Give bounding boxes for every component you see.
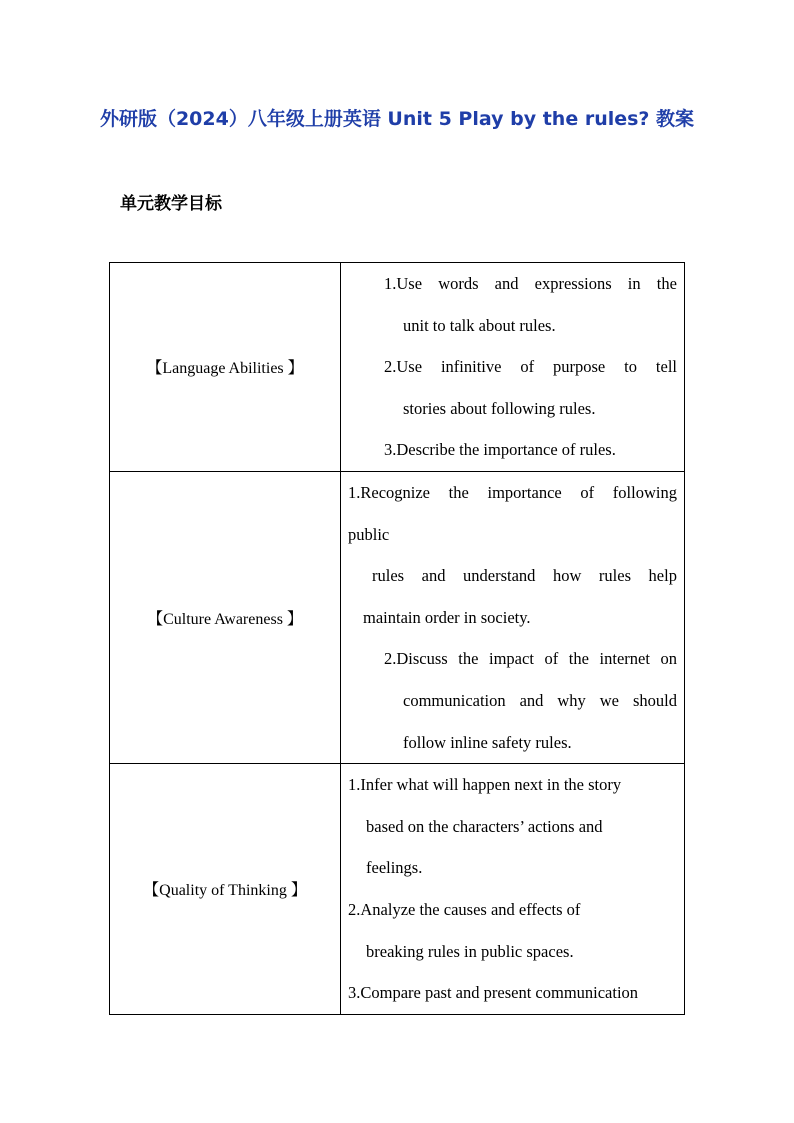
word: rules <box>598 566 631 586</box>
word: understand <box>463 566 536 586</box>
content-line <box>341 680 684 722</box>
word: in <box>627 274 641 293</box>
word: to <box>624 357 638 377</box>
row-label-culture-awareness: 【Culture Awareness 】 <box>110 471 341 763</box>
row-content-language-abilities <box>341 263 685 472</box>
content-line: maintain order in society. <box>363 607 531 627</box>
word: help <box>648 566 677 586</box>
document-title: 外研版（2024）八年级上册英语 Unit 5 Play by the rules? 教案 <box>99 108 695 130</box>
content-line <box>341 638 684 680</box>
word: words <box>438 274 479 293</box>
word: purpose <box>553 357 606 377</box>
table-row-language-abilities <box>110 263 685 472</box>
content-line: 3.Describe the importance of rules. <box>384 440 616 460</box>
word: expressions <box>534 274 612 293</box>
content-line: feelings. <box>366 858 423 878</box>
word: importance <box>487 482 562 502</box>
word: rules <box>372 566 405 586</box>
content-line: unit to talk about rules. <box>403 315 556 335</box>
word: 1.Recognize <box>348 482 431 502</box>
word: we <box>599 690 620 710</box>
content-line: stories about following rules. <box>403 398 596 418</box>
word: following <box>612 482 677 502</box>
word: the <box>568 649 589 669</box>
content-line: public <box>348 524 390 544</box>
word: why <box>557 690 586 710</box>
word: and <box>494 274 519 293</box>
table-row-quality-of-thinking <box>110 764 685 1015</box>
word: should <box>632 690 677 710</box>
word: 2.Use <box>384 357 423 377</box>
content-line <box>341 263 684 305</box>
row-label-quality-of-thinking: 【Quality of Thinking 】 <box>110 764 341 1015</box>
content-line: breaking rules in public spaces. <box>366 941 574 961</box>
word: of <box>544 649 559 669</box>
word: impact <box>489 649 534 669</box>
word: tell <box>655 357 677 377</box>
row-label-language-abilities: 【Language Abilities 】 <box>110 263 341 472</box>
word: communication <box>403 690 506 710</box>
word: and <box>519 690 544 710</box>
row-content-quality-of-thinking <box>341 764 685 1015</box>
word: 1.Use <box>384 274 423 293</box>
content-line: based on the characters’ actions and <box>366 816 603 836</box>
objectives-table <box>109 262 685 1015</box>
content-line: follow inline safety rules. <box>403 732 572 752</box>
word: on <box>660 649 677 669</box>
content-line: 3.Compare past and present communication <box>348 983 639 1003</box>
content-line: 2.Analyze the causes and effects of <box>348 899 581 919</box>
content-line: 1.Infer what will happen next in the story <box>348 775 622 795</box>
word: of <box>520 357 535 377</box>
word: of <box>580 482 595 502</box>
word: and <box>421 566 446 586</box>
word: how <box>552 566 582 586</box>
word: the <box>458 649 479 669</box>
content-line <box>341 472 684 514</box>
word: 2.Discuss <box>384 649 448 669</box>
word: infinitive <box>440 357 502 377</box>
word: internet <box>599 649 650 669</box>
word: the <box>448 482 469 502</box>
content-line <box>341 346 684 388</box>
content-line <box>341 555 684 597</box>
table-row-culture-awareness <box>110 471 685 763</box>
word: the <box>656 274 677 293</box>
section-heading: 单元教学目标 <box>120 194 222 214</box>
row-content-culture-awareness <box>341 471 685 763</box>
